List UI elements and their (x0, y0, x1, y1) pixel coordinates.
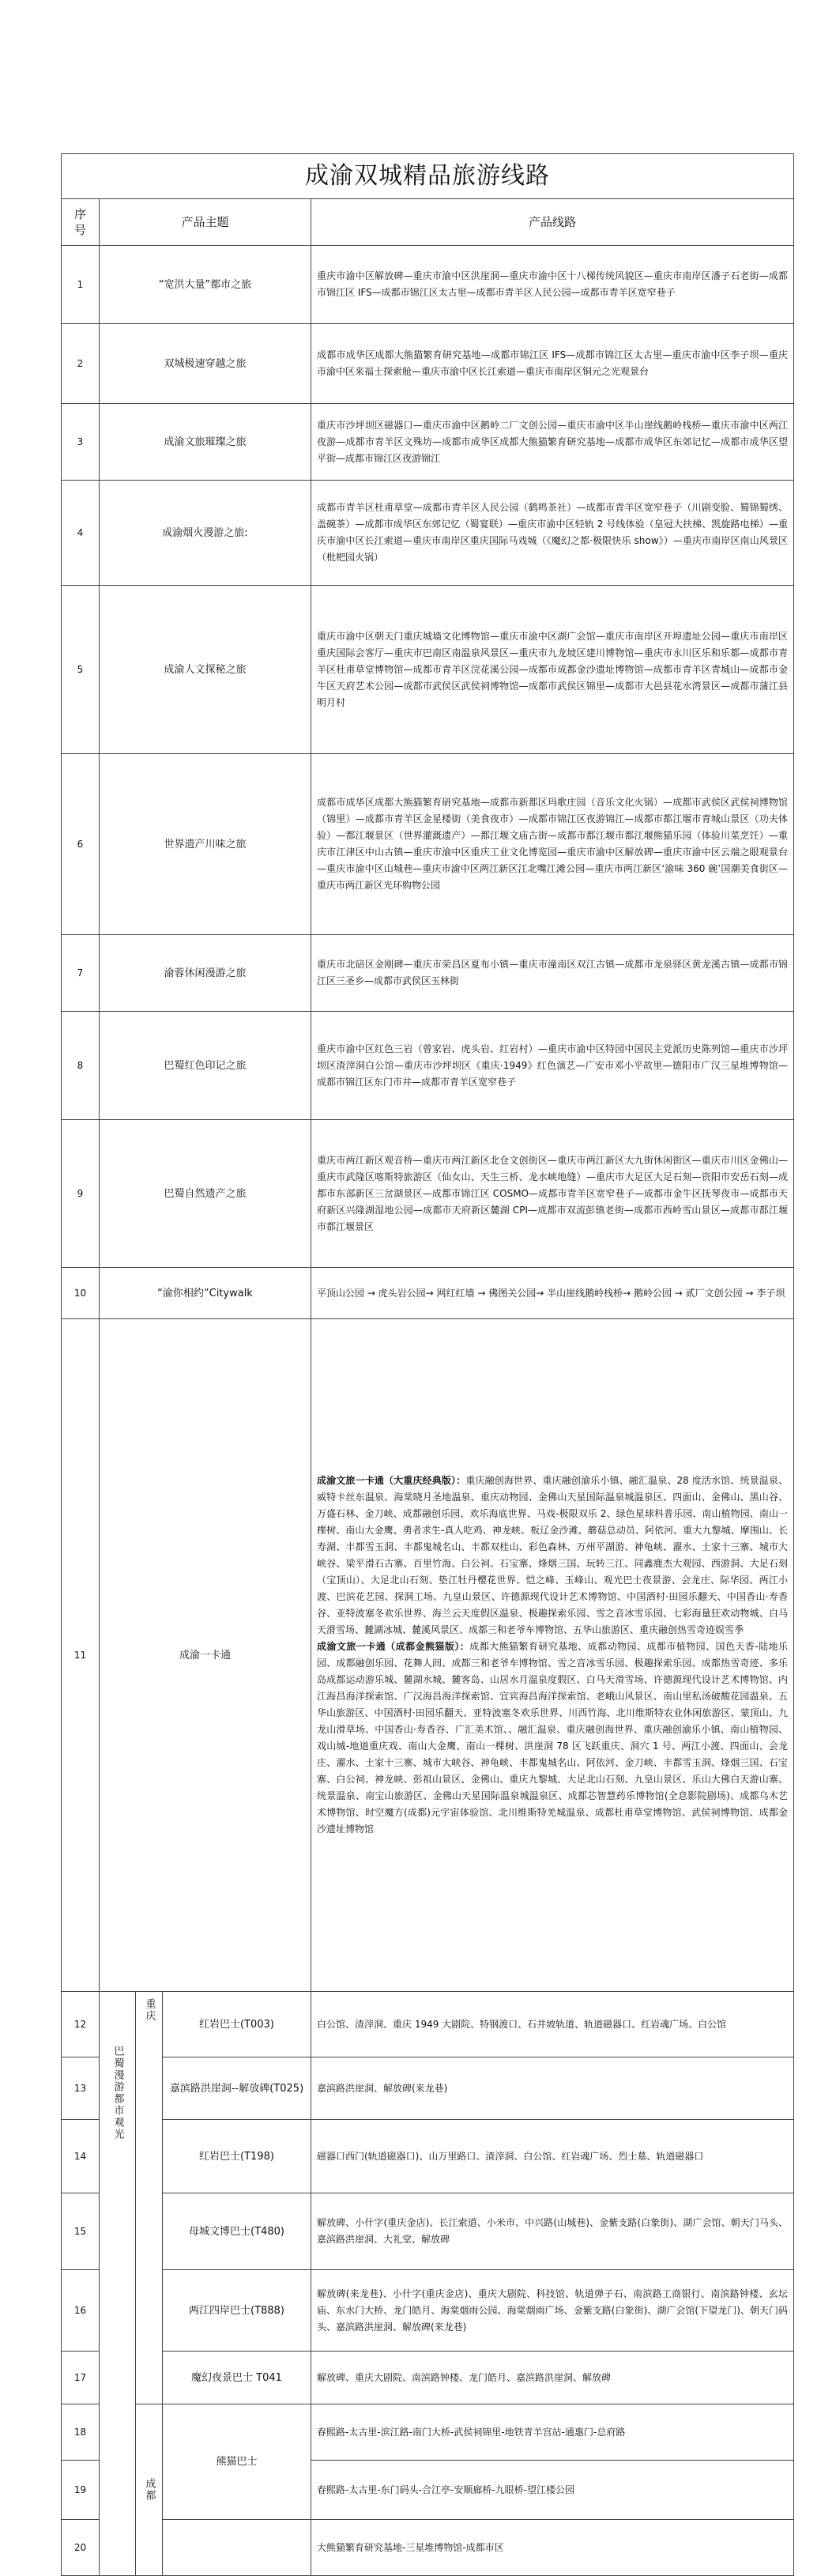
row-route: 嘉滨路洪崖洞、解放碑(来龙巷) (311, 2057, 794, 2120)
table-row (62, 1268, 794, 1319)
row-num: 11 (62, 1319, 100, 1992)
row-theme: 世界遗产川味之旅 (100, 754, 311, 935)
card-b-list: 成都大熊猫繁育研究基地、成都动物园、成都市植物园、国色天香-陆地乐园、成都融创乐园、花舞人间、成都三和老爷车博物馆、雪之音冰雪乐园、极趣探索乐园、成都热雪奇迹、多乐岛成都运动游乐城、麓湖水城、麓客岛、山居水月温泉度假区、白马天滑雪场、许德源现代设计艺术博物馆、内江海昌海洋探索馆、广汉海昌海洋探索馆、宜宾海昌海洋探索馆、老峨山风景区、南山里私汤破酸花园温泉、五华山旅游区、中国酒村·田园乐翻天、亚特波塞冬欢乐世界、川西竹海、北川维斯特农业休闲旅游区、蒙顶山、九龙山滑草场、中国香山·寿香谷、广汇美术馆、、融汇温泉、重庆融创海世界、重庆融创渝乐小镇、南山植物园、戏山城-地道重庆戏、南山大金鹰、南山一棵树、洪崖洞 78 区飞跃重庆、洞穴 1 号、两江小渡、四面山、会龙庄、濯水、土家十三寨、城市大峡谷、神龟峡、丰都鬼城名山、阿依河、金刀峡、丰都雪玉洞、烽烟三国、石宝寨、白公祠、神龙峡、彭祖山景区、金佛山、重庆九黎城、大足北山石刻、九皇山景区、乐山大佛白天游山寨、统景温泉、南宝山旅游区、金佛山天星国际温泉城温泉区、成都芯智慧药乐博物馆(全息影院剧场)、成都乌木艺术博物馆、时空魔方(成都)元宇宙体验馆、北川维斯特羌城温泉、成都杜甫草堂博物馆、武侯祠博物馆、成都金沙遗址博物馆 (317, 1641, 789, 1835)
table-row (62, 1319, 794, 1992)
row-route: 解放碑(来龙巷)、小什字(重庆金店)、重庆大剧院、科技馆、轨道弹子石、南滨路工商银行、南滨路钟楼、玄坛庙、东水门大桥、龙门皓月、海棠烟雨公园、海棠烟雨广场、金紫支路(白象街)、湖广会馆(下望龙门)、朝天门码头、嘉滨路洪崖洞、解放碑(来龙巷) (311, 2270, 794, 2352)
card-a-list: 重庆融创海世界、重庆融创渝乐小镇、融汇温泉、28 度活水馆、统景温泉、威特卡丝东温泉、海棠晓月圣地温泉、重庆动物园、金佛山天星国际温泉城温泉区、四面山、金佛山、黑山谷、万盛石林、金刀峡、成都融创乐园、欢乐海底世界、马戏-极限双乐 2、绿色星球科普乐园、南山植物园、南山一棵树、南山大金鹰、勇者求生-真人吃鸡、神龙峡、板辽金沙滩、蘑菇总动员、阿依河、重大九黎城、摩围山、长寿湖、丰都雪玉洞、丰都鬼城名山、丰都双桂山、彩色森林、万州平湖游、神龟峡、濯水、土家十三寨、城市大峡谷、梁平滑石古寨、百里竹海、白公祠、石宝寨、烽烟三国、玩转三江、同鑫鹿杰大观园、西游洞、大足石刻（宝顶山）、大足北山石刻、垫江牡丹樱花世界、恺之峰、玉峰山、观光巴士夜景游、会龙庄、际华园、两江小渡、巴滨花艺园、探洞工场、九皇山景区、许德源现代设计艺术博物馆、中国酒村·田园乐翻天、中国香山·寿香谷、亚特波塞冬欢乐世界、海兰云天度假区温泉、极趣探索乐园、雪之音冰雪乐园、七彩海量狂欢动物城、白马天滑雪场、麓湖冰城、麓溪风景区、成都三和老爷车博物馆、五华山旅游区、重庆融创热雪奇迹娱雪季 (317, 1475, 789, 1635)
row-route: 春熙路-太古里-东门码头-合江亭-安顺廊桥-九眼桥-望江楼公园 (311, 2461, 794, 2520)
row-route: 大熊猫繁育研究基地-三星堆博物馆-成都市区 (311, 2520, 794, 2576)
row-num: 20 (62, 2520, 100, 2576)
table-row (62, 2270, 794, 2352)
table-row (62, 935, 794, 1012)
row-theme-empty (163, 2520, 311, 2576)
row-theme: “宽洪大量”都市之旅 (100, 246, 311, 324)
row-theme: 魔幻夜景巴士 T041 (163, 2352, 311, 2404)
table-row (62, 1120, 794, 1268)
row-route: 重庆市渝中区红色三岩（曾家岩、虎头岩、红岩村）—重庆市渝中区特园中国民主党派历史陈列馆—重庆市沙坪坝区渣滓洞白公馆—重庆市沙坪坝区《重庆·1949》红色演艺—广安市邓小平故里—德阳市广汉三星堆博物馆—成都市锦江区东门市井—成都市青羊区宽窄巷子 (311, 1012, 794, 1120)
table-row (62, 2120, 794, 2193)
row-num: 15 (62, 2193, 100, 2270)
row-route: 重庆市渝中区朝天门重庆城墙文化博物馆—重庆市渝中区湖广会馆—重庆市南岸区开埠遗址公园—重庆市南岸区重庆国际会客厅—重庆市巴南区南温泉风景区—重庆市九龙坡区建川博物馆—重庆市永川区乐和乐都—成都市青羊区杜甫草堂博物馆—成都市青羊区浣花溪公园—成都市成都金沙遗址博物馆—成都市青羊区青城山—成都市金牛区天府艺术公园—成都市武侯区武侯祠博物馆—成都市武侯区锦里—成都市大邑县花水湾景区—成都市蒲江县明月村 (311, 586, 794, 754)
row-theme: 成渝一卡通 (100, 1319, 311, 1992)
row-route: 重庆市两江新区观音桥—重庆市两江新区北仓文创街区—重庆市两江新区大九街休闲街区—重庆市川区金佛山—重庆市武隆区喀斯特旅游区（仙女山、天生三桥、龙水峡地缝）—重庆市大足区大足石刻—资阳市安岳石刻—成都市东部新区三岔湖景区—成都市锦江区 COSMO—成都市青羊区宽窄巷子—成都市金牛区抚琴夜市—成都市天府新区兴隆湖湿地公园—成都市天府新区麓湖 CPI—成都市双流彭镇老街—成都市西岭雪山景区—成都市都江堰市都江堰景区 (311, 1120, 794, 1268)
city-chongqing-text: 重庆 (143, 1998, 156, 2022)
row-num: 12 (62, 1992, 100, 2057)
row-route: 白公馆、渣滓洞、重庆 1949 大剧院、特钢渡口、石井坡轨道、轨道磁器口、红岩魂广场、白公馆 (311, 1992, 794, 2057)
row-route (311, 1319, 794, 1992)
row-route: 重庆市沙坪坝区磁器口—重庆市渝中区鹅岭二厂文创公园—重庆市渝中区半山崖线鹅岭栈桥—重庆市渝中区两江夜游—成都市青羊区文殊坊—成都市成华区成都大熊猫繁育研究基地—成都市成华区东郊记忆—成都市成华区望平街—成都市锦江区夜游锦江 (311, 404, 794, 481)
card-b-title: 成渝文旅一卡通（成都金熊猫版）： (317, 1641, 470, 1652)
row-theme: 两江四岸巴士(T888) (163, 2270, 311, 2352)
row-num: 8 (62, 1012, 100, 1120)
group-label-text: 巴蜀漫游都市观光 (111, 2046, 124, 2140)
row-theme: 红岩巴士(T198) (163, 2120, 311, 2193)
table-row (62, 2352, 794, 2404)
row-route: 春熙路-太古里-滨江路-南门大桥-武侯祠锦里-地铁青羊宫站-通惠门-总府路 (311, 2404, 794, 2461)
row-num: 10 (62, 1268, 100, 1319)
row-theme: 红岩巴士(T003) (163, 1992, 311, 2057)
row-theme: 巴蜀自然遗产之旅 (100, 1120, 311, 1268)
row-num: 13 (62, 2057, 100, 2120)
table-row (62, 404, 794, 481)
header-route: 产品线路 (311, 199, 794, 246)
table-row (62, 2193, 794, 2270)
row-num: 6 (62, 754, 100, 935)
city-chengdu-text: 成都 (143, 2478, 156, 2502)
row-theme: 双城极速穿越之旅 (100, 324, 311, 404)
row-num: 18 (62, 2404, 100, 2461)
row-theme: 母城文博巴士(T480) (163, 2193, 311, 2270)
row-num: 19 (62, 2461, 100, 2520)
table-row (62, 586, 794, 754)
header-num: 序号 (62, 199, 100, 246)
row-theme: 成渝烟火漫游之旅: (100, 481, 311, 586)
row-route: 重庆市渝中区解放碑—重庆市渝中区洪崖洞—重庆市渝中区十八梯传统风貌区—重庆市南岸区潘子石老街—成都市锦江区 IFS—成都市锦江区太古里—成都市青羊区人民公园—成都市青羊区宽窄巷子 (311, 246, 794, 324)
row-theme: 成渝人文探秘之旅 (100, 586, 311, 754)
table-row (62, 246, 794, 324)
row-num: 9 (62, 1120, 100, 1268)
table-row (62, 2404, 794, 2461)
row-route: 重庆市北碚区金刚碑—重庆市荣昌区夏布小镇—重庆市潼南区双江古镇—成都市龙泉驿区黄龙溪古镇—成都市锦江区三圣乡—成都市武侯区玉林街 (311, 935, 794, 1012)
row-theme: 巴蜀红色印记之旅 (100, 1012, 311, 1120)
page-title: 成渝双城精品旅游线路 (62, 154, 794, 199)
table-row (62, 1012, 794, 1120)
row-num: 1 (62, 246, 100, 324)
row-theme: 嘉滨路洪崖洞--解放碑(T025) (163, 2057, 311, 2120)
row-num: 2 (62, 324, 100, 404)
card-a-title: 成渝文旅一卡通（大重庆经典版）： (317, 1475, 466, 1486)
row-num: 4 (62, 481, 100, 586)
row-route: 解放碑、小什字(重庆金店)、长江索道、小米市、中兴路(山城巷)、金紫支路(白象街)、湖广会馆、朝天门马头、嘉滨路洪崖洞、大礼堂、解放碑 (311, 2193, 794, 2270)
row-route: 解放碑、重庆大剧院、南滨路钟楼、龙门皓月、嘉滨路洪崖洞、解放碑 (311, 2352, 794, 2404)
header-theme: 产品主题 (100, 199, 311, 246)
city-chengdu (136, 2404, 163, 2576)
row-theme: “渝你相约”Citywalk (100, 1268, 311, 1319)
row-num: 7 (62, 935, 100, 1012)
route-table (61, 153, 794, 2576)
table-row (62, 324, 794, 404)
table-row (62, 2057, 794, 2120)
row-route: 成都市成华区成都大熊猫繁育研究基地—成都市新都区玛歌庄园（音乐文化火锅）—成都市武侯区武侯祠博物馆（锦里）—成都市青羊区金星楼街（美食夜市）—成都市锦江区夜游锦江—成都市都江堰市青城山景区（功夫体验）—都江堰景区（世界灌溉遗产）—都江堰文庙古街—成都市都江堰市都江堰熊猫乐园（体验川菜烹饪）—重庆市江津区中山古镇—重庆市渝中区重庆工业文化博览园—重庆市渝中区解放碑—重庆市渝中区云端之眼观景台—重庆市渝中区山城巷—重庆市渝中区两江新区江北嘴江滩公园—重庆市两江新区‘渝味 360 碗’国潮美食街区—重庆市两江新区光环购物公园 (311, 754, 794, 935)
table-row (62, 2520, 794, 2576)
row-theme: 熊猫巴士 (163, 2404, 311, 2520)
row-num: 5 (62, 586, 100, 754)
row-route: 磁器口西门(轨道磁器口)、山万里路口、渣滓洞、白公馆、红岩魂广场、烈士墓、轨道磁器口 (311, 2120, 794, 2193)
row-num: 16 (62, 2270, 100, 2352)
group-label (100, 1992, 136, 2576)
row-route: 成都市成华区成都大熊猫繁育研究基地—成都市锦江区 IFS—成都市锦江区太古里—重庆市渝中区李子坝—重庆市渝中区来福士探索舱—重庆市渝中区长江索道—重庆市南岸区铜元之光观景台 (311, 324, 794, 404)
table-row (62, 754, 794, 935)
row-num: 3 (62, 404, 100, 481)
row-route: 平顶山公园 → 虎头岩公园→ 网红红墙 → 佛图关公园→ 半山崖线鹅岭栈桥→ 鹅岭公园 → 贰厂文创公园 → 李子坝 (311, 1268, 794, 1319)
city-chongqing (136, 1992, 163, 2404)
row-num: 14 (62, 2120, 100, 2193)
table-row (62, 481, 794, 586)
row-theme: 成渝文旅璀璨之旅 (100, 404, 311, 481)
row-route: 成都市青羊区杜甫草堂—成都市青羊区人民公园（鹤鸣茶社）—成都市青羊区宽窄巷子（川剧变脸、蜀锦蜀绣、盖碗茶）—成都市成华区东郊记忆（蜀宴联）—重庆市渝中区轻轨 2 号线体验（皇冠大扶梯、凯旋路电梯）—重庆市渝中区长江索道—重庆市南岸区重庆国际马戏城（《魔幻之都·极限快乐 show》）—重庆市南岸区南山风景区（枇杷园火锅） (311, 481, 794, 586)
row-theme: 渝蓉休闲漫游之旅 (100, 935, 311, 1012)
row-num: 17 (62, 2352, 100, 2404)
table-row (62, 1992, 794, 2057)
